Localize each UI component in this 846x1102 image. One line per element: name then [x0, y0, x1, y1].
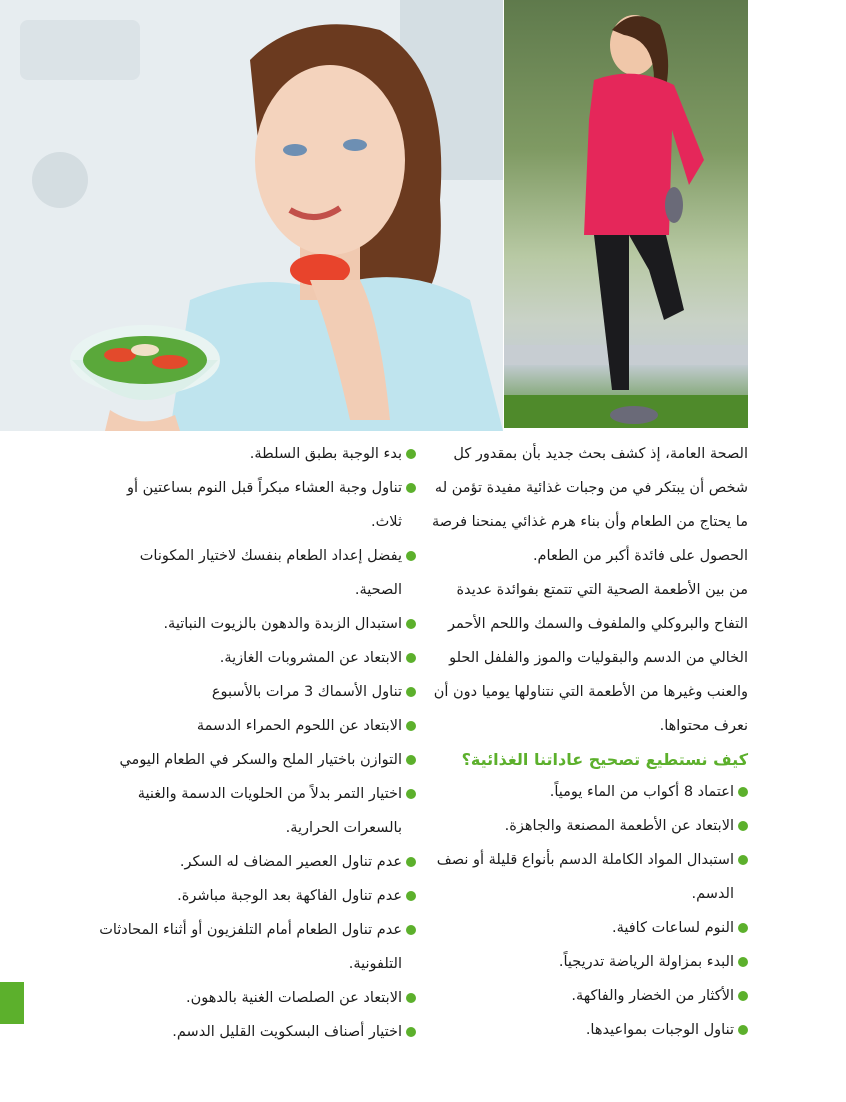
list-item: الابتعاد عن المشروبات الغازية.	[96, 641, 416, 675]
list-item: تناول الوجبات بمواعيدها.	[428, 1013, 748, 1047]
list-item: الابتعاد عن اللحوم الحمراء الدسمة	[96, 709, 416, 743]
list-item: عدم تناول الطعام أمام التلفزيون أو أثناء المحادثات التلفونية.	[96, 913, 416, 981]
list-item: الابتعاد عن الصلصات الغنية بالدهون.	[96, 981, 416, 1015]
list-item: الأكثار من الخضار والفاكهة.	[428, 979, 748, 1013]
intro-paragraph: الصحة العامة، إذ كشف بحث جديد بأن بمقدور كل شخص أن يبتكر في من وجبات غذائية مفيدة تؤمن له ما يحتاج من الطعام وأن بناء هرم غذائي يمنحنا فرصة الحصول على فائدة أكبر من الطعام.	[431, 446, 748, 564]
woman-eating-salad-photo	[0, 0, 503, 431]
list-item: عدم تناول الفاكهة بعد الوجبة مباشرة.	[96, 879, 416, 913]
list-item: تناول الأسماك 3 مرات بالأسبوع	[96, 675, 416, 709]
right-tips-list	[428, 775, 748, 1047]
list-item: يفضل إعداد الطعام بنفسك لاختيار المكونات الصحية.	[96, 539, 416, 607]
article-left-column	[96, 437, 416, 1049]
list-item: اختيار التمر بدلاً من الحلويات الدسمة والغنية بالسعرات الحرارية.	[96, 777, 416, 845]
article-right-column	[428, 437, 748, 1047]
green-page-tab	[0, 982, 24, 1024]
foods-paragraph: من بين الأطعمة الصحية التي تتمتع بفوائدة عديدة التفاح والبروكلي والملفوف والسمك واللحم الأحمر الخالي من الدسم والبقوليات والموز والفلفل الحلو والعنب وغيرها من الأطعمة التي نتناولها يوميا دون أن نعرف محتواها.	[433, 582, 748, 734]
list-item: تناول وجبة العشاء مبكراً قبل النوم بساعتين أو ثلاث.	[96, 471, 416, 539]
left-tips-list	[96, 437, 416, 1049]
list-item: اختيار أصناف البسكويت القليل الدسم.	[96, 1015, 416, 1049]
list-item: النوم لساعات كافية.	[428, 911, 748, 945]
list-item: استبدال المواد الكاملة الدسم بأنواع قليلة أو نصف الدسم.	[428, 843, 748, 911]
list-item: التوازن باختيار الملح والسكر في الطعام اليومي	[96, 743, 416, 777]
list-item: بدء الوجبة بطبق السلطة.	[96, 437, 416, 471]
list-item: البدء بمزاولة الرياضة تدريجياً.	[428, 945, 748, 979]
list-item: عدم تناول العصير المضاف له السكر.	[96, 845, 416, 879]
list-item: استبدال الزبدة والدهون بالزيوت النباتية.	[96, 607, 416, 641]
list-item: اعتماد 8 أكواب من الماء يومياً.	[428, 775, 748, 809]
section-heading: كيف نستطيع تصحيح عاداتنا الغذائية؟	[461, 750, 748, 769]
list-item: الابتعاد عن الأطعمة المصنعة والجاهزة.	[428, 809, 748, 843]
woman-stretching-photo	[504, 0, 748, 428]
